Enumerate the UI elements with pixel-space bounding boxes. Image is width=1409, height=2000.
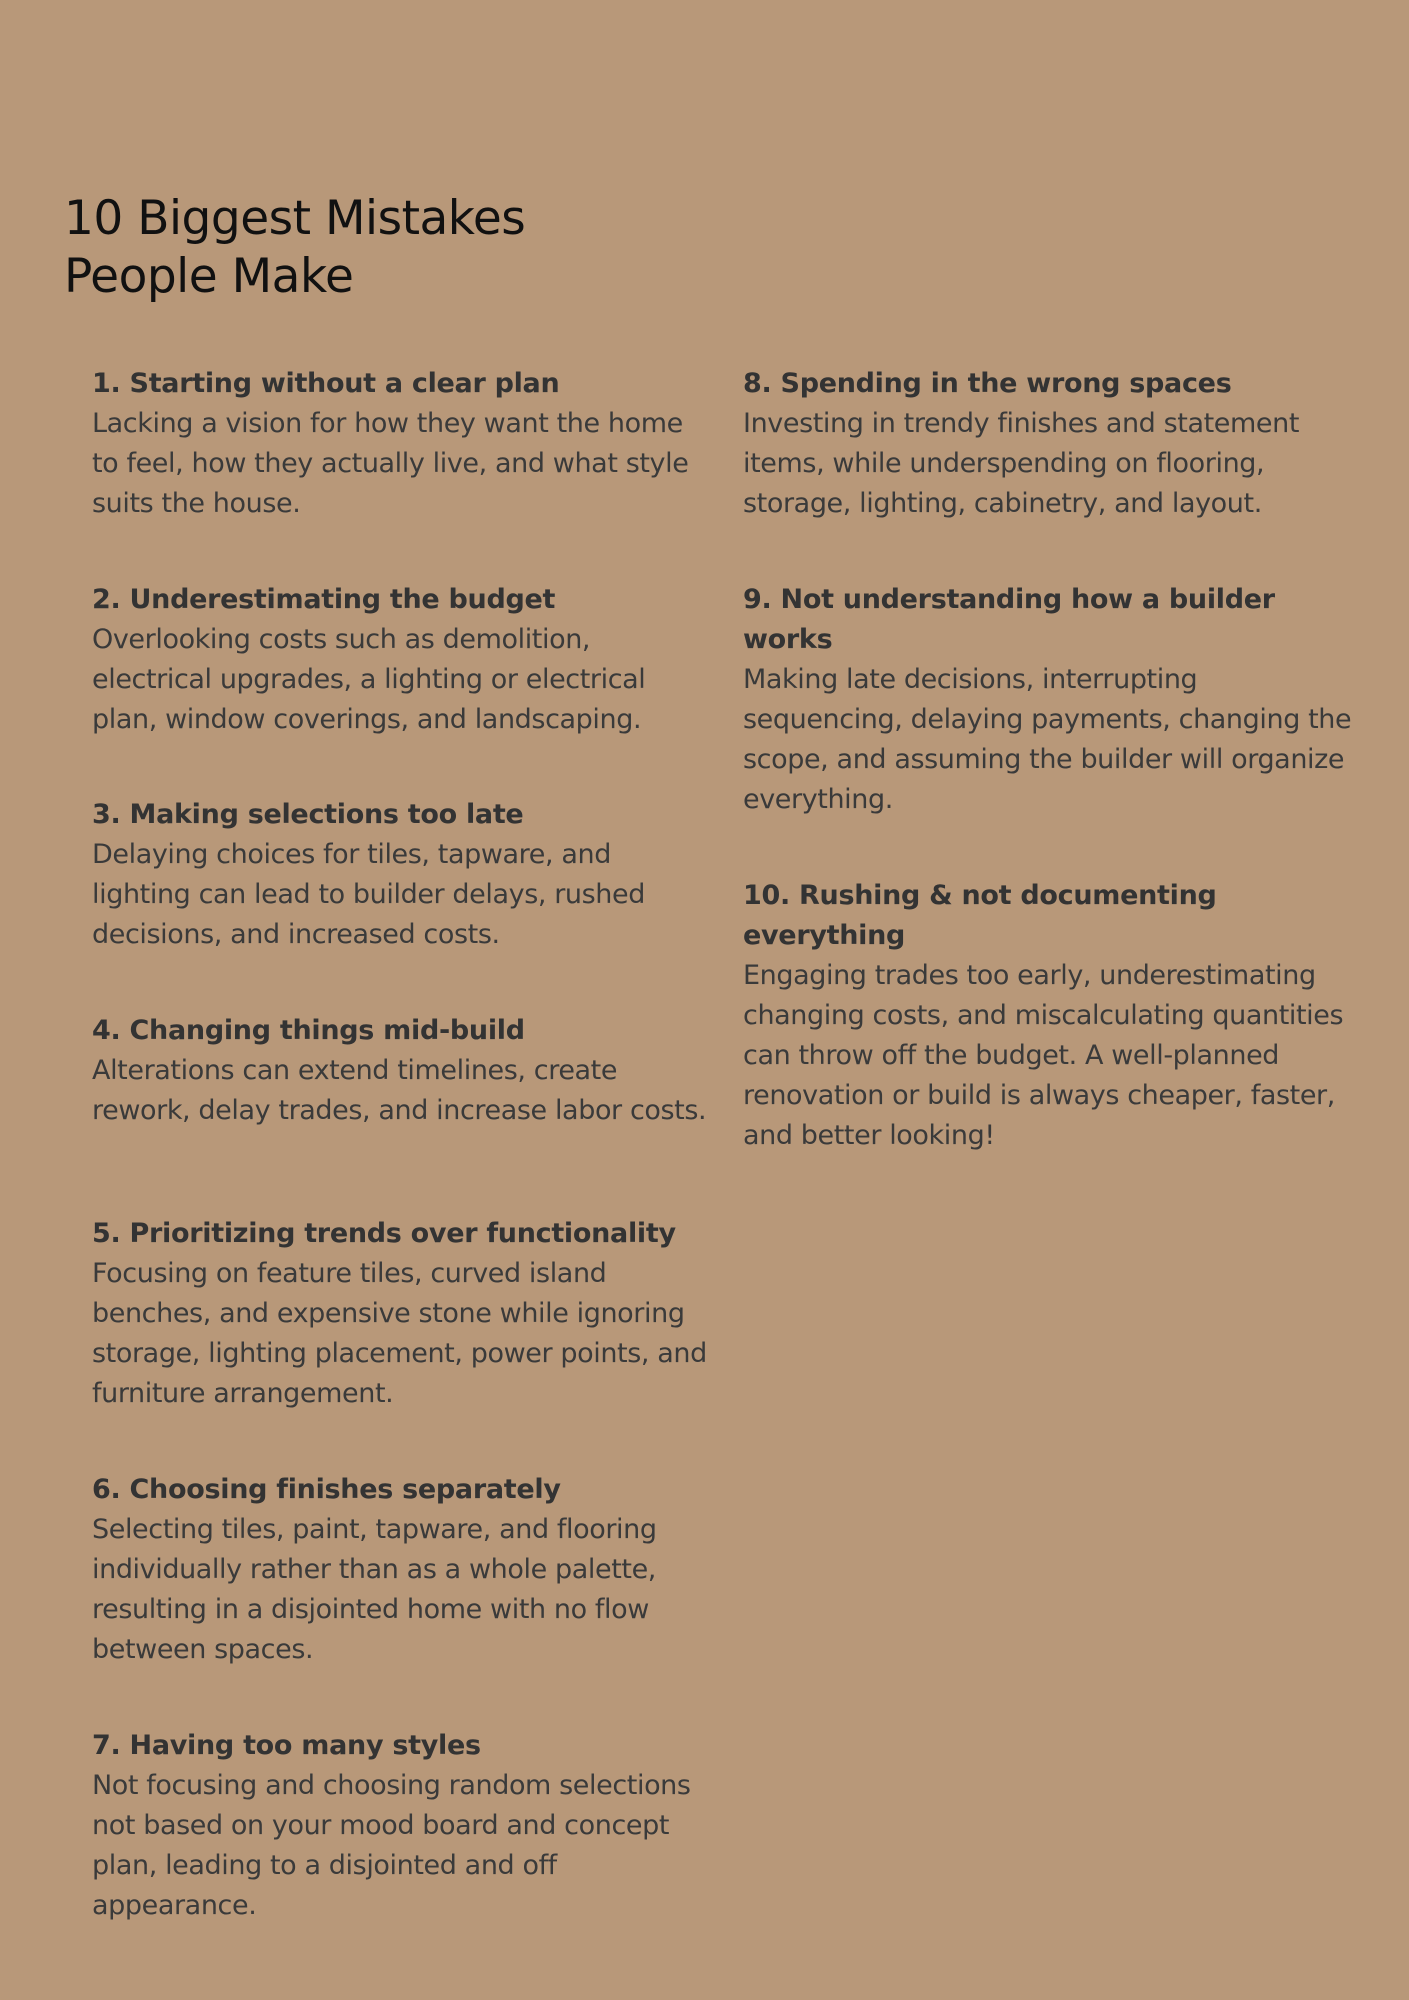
mistake-description: Investing in trendy finishes and statement items, while underspending on flooring, storage, lighting, cabinetry, and layout. <box>743 408 1300 519</box>
page-title-line-1: 10 Biggest Mistakes <box>64 191 526 246</box>
mistake-item-10 <box>743 876 1363 1156</box>
mistake-title: 7. Having too many styles <box>92 1730 481 1761</box>
mistake-title: 1. Starting without a clear plan <box>92 368 560 399</box>
mistake-item-4 <box>92 1011 712 1131</box>
mistake-item-5 <box>92 1214 712 1414</box>
mistake-description: Delaying choices for tiles, tapware, and lighting can lead to builder delays, rushed decisions, and increased costs. <box>92 839 645 950</box>
mistake-item-6 <box>92 1470 712 1670</box>
mistake-title: 8. Spending in the wrong spaces <box>743 368 1232 399</box>
mistake-item-8 <box>743 364 1363 524</box>
mistake-description: Selecting tiles, paint, tapware, and flooring individually rather than as a whole palette, resulting in a disjointed home with no flow between spaces. <box>92 1514 657 1665</box>
mistake-title: 2. Underestimating the budget <box>92 584 556 615</box>
mistake-description: Not focusing and choosing random selections not based on your mood board and concept plan, leading to a disjointed and off appearance. <box>92 1770 691 1921</box>
mistake-item-7 <box>92 1726 712 1926</box>
mistake-title: 6. Choosing finishes separately <box>92 1474 561 1505</box>
mistake-title: 10. Rushing & not documenting everything <box>743 880 1217 951</box>
mistake-title: 9. Not understanding how a builder works <box>743 584 1275 655</box>
mistake-description: Making late decisions, interrupting sequencing, delaying payments, changing the scope, and assuming the builder will organize everything. <box>743 664 1352 815</box>
mistake-description: Lacking a vision for how they want the home to feel, how they actually live, and what style suits the house. <box>92 408 689 519</box>
page-title-line-2: People Make <box>64 249 354 304</box>
mistake-item-2 <box>92 580 712 740</box>
mistake-title: 5. Prioritizing trends over functionality <box>92 1218 676 1249</box>
mistake-item-9 <box>743 580 1363 820</box>
mistake-item-1 <box>92 364 712 524</box>
mistake-description: Alterations can extend timelines, create rework, delay trades, and increase labor costs. <box>92 1055 707 1126</box>
mistake-title: 3. Making selections too late <box>92 799 524 830</box>
mistake-description: Overlooking costs such as demolition, electrical upgrades, a lighting or electrical plan, window coverings, and landscaping. <box>92 624 646 735</box>
mistake-title: 4. Changing things mid-build <box>92 1015 525 1046</box>
mistake-item-3 <box>92 795 712 955</box>
page-title <box>64 190 764 306</box>
mistake-description: Engaging trades too early, underestimating changing costs, and miscalculating quantities can throw off the budget. A well-planned renovation or build is always cheaper, faster, and better looking! <box>743 960 1344 1151</box>
mistake-description: Focusing on feature tiles, curved island benches, and expensive stone while ignoring storage, lighting placement, power points, and furniture arrangement. <box>92 1258 707 1409</box>
